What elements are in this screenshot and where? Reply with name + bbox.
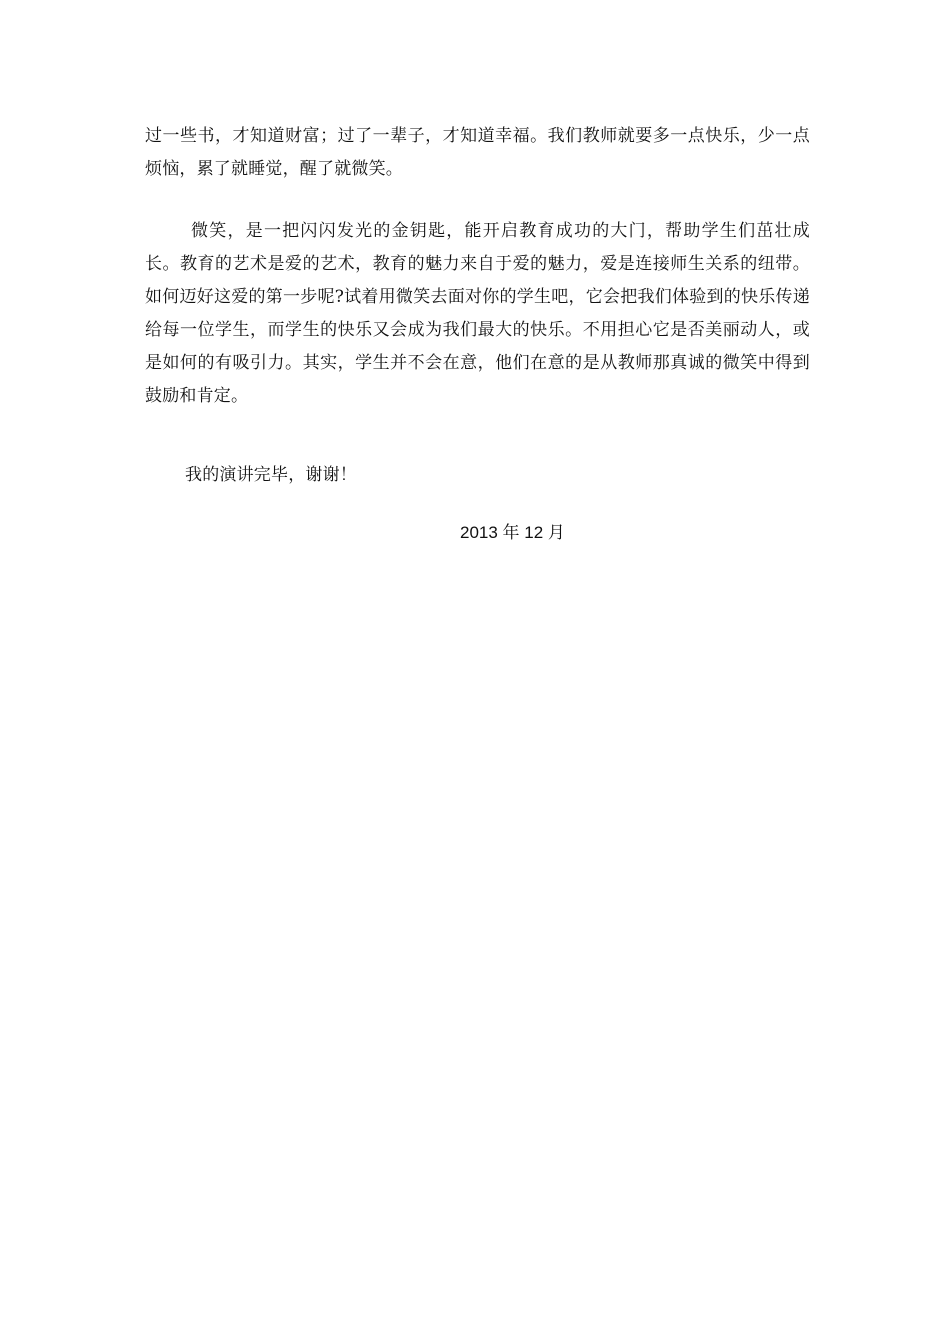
paragraph-speech-end: 我的演讲完毕，谢谢！ [185,465,357,485]
paragraph-closing-thought: 过一些书，才知道财富；过了一辈子，才知道幸福。我们教师就要多一点快乐，少一点烦恼，累了就睡觉，醒了就微笑。 [145,126,810,179]
paragraph-smile-key: 微笑，是一把闪闪发光的金钥匙，能开启教育成功的大门，帮助学生们茁壮成长。教育的艺术是爱的艺术，教育的魅力来自于爱的魅力，爱是连接师生关系的纽带。如何迈好这爱的第一步呢?试着用微笑去面对你的学生吧，它会把我们体验到的快乐传递给每一位学生，而学生的快乐又会成为我们最大的快乐。不用担心它是否美丽动人，或是如何的有吸引力。其实，学生并不会在意，他们在意的是从教师那真诚的微笑中得到鼓励和肯定。 [145,221,810,406]
document-date: 2013 年 12 月 [460,523,565,542]
